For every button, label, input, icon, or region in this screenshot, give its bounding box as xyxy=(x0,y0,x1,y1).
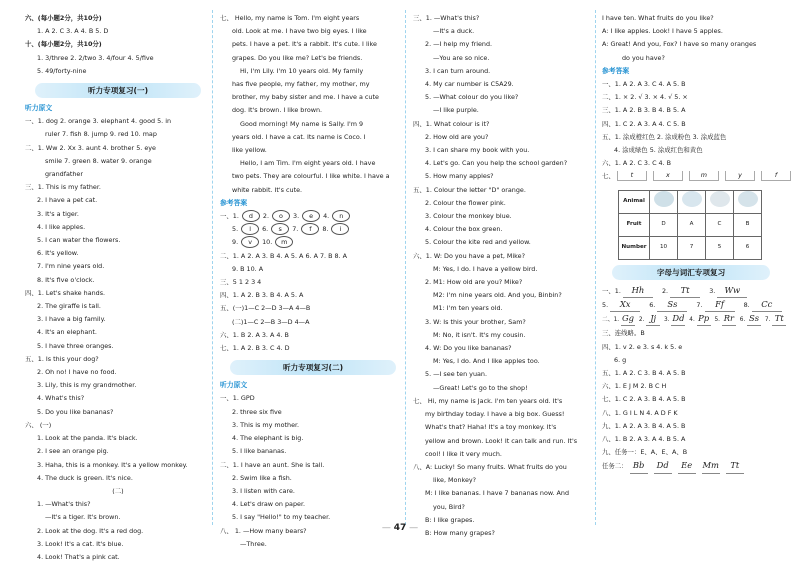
handwritten-letters: Dd xyxy=(671,312,685,326)
handwritten-letters: Jj xyxy=(646,312,660,326)
column-1 xyxy=(25,12,211,564)
handwritten-letters: Gg xyxy=(621,312,635,326)
text-line: 七、1. A 2. B 3. C 4. D xyxy=(220,344,290,353)
text-line: 5. 49/forty-nine xyxy=(37,66,87,75)
text-line: 五、1. Is this your dog? xyxy=(25,354,99,363)
text-line: 5. I like bananas. xyxy=(232,447,287,456)
answer-key-heading: 参考答案 xyxy=(220,198,248,207)
circled-letter: s xyxy=(271,223,289,235)
handwritten-letters: Ss xyxy=(747,312,761,326)
text-line: 七、 Hello, my name is Tom. I'm eight years xyxy=(220,14,360,22)
number-cell: 6 xyxy=(734,236,762,259)
fruit-cell: B xyxy=(734,213,762,236)
handwritten-letters: Mm xyxy=(702,459,720,473)
text-line: 4. Colour the box green. xyxy=(425,225,503,234)
text-line: 四、1. What colour is it? xyxy=(413,119,490,128)
circled-letter: o xyxy=(272,210,290,222)
handwritten-letters: Cc xyxy=(752,298,782,312)
handwritten-letters: Tt xyxy=(670,284,700,298)
text-line: 2. The giraffe is tall. xyxy=(37,302,101,311)
text-line: —Great! Let's go to the shop! xyxy=(433,383,528,392)
fox-picture xyxy=(738,191,758,207)
text-line: 4. The duck is green. It's nice. xyxy=(37,473,133,482)
text-line: 一、1. dog 2. orange 3. elephant 4. good 5. in xyxy=(25,117,172,126)
number-cell: 5 xyxy=(706,236,734,259)
text-line: 2. I see an orange pig. xyxy=(37,447,109,456)
text-line: 1. Look at the panda. It's black. xyxy=(37,434,138,443)
circle-answers-row: 5. l 6. s 7. f 8. i xyxy=(220,223,406,236)
number-cell: 10 xyxy=(650,236,678,259)
text-line: 2. I have a pet cat. xyxy=(37,196,98,205)
text-line: 八、A: Lucky! So many fruits. What fruits do you xyxy=(413,462,567,471)
text-line: I have ten. What fruits do you like? xyxy=(602,14,714,22)
text-line: smile 7. green 8. water 9. orange xyxy=(45,156,152,165)
fruit-cell: A xyxy=(678,213,706,236)
text-line: 3. Lily, this is my grandmother. xyxy=(37,381,137,390)
text-line: 十、(每小题2分，共10分) xyxy=(25,40,102,49)
text-line: What's that? Haha! It's a toy monkey. It's xyxy=(425,423,557,432)
text-line: Hi, I'm Lily. I'm 10 years old. My family xyxy=(240,66,364,75)
circle-answers-row: 一、1. d 2. o 3. e 4. n xyxy=(220,210,406,223)
column-3 xyxy=(413,12,599,540)
row-label: Fruit xyxy=(619,213,650,236)
text-line: brother, my baby sister and me. I have a cute xyxy=(232,93,379,102)
text-line: —It's a duck. xyxy=(433,27,475,36)
text-line: pets. I have a pet. It's a rabbit. It's cute. I like xyxy=(232,40,377,49)
text-line: 5. Do you like bananas? xyxy=(37,407,114,416)
text-line: 六、1. E J M 2. B C H xyxy=(602,382,667,391)
text-line: 四、1. A 2. B 3. B 4. A 5. A xyxy=(220,291,304,300)
circled-letter: d xyxy=(242,210,260,222)
text-line: 九、1. A 2. A 3. B 4. A 5. B xyxy=(602,421,686,430)
text-line: 7. I'm nine years old. xyxy=(37,262,105,271)
text-line: 5. I can water the flowers. xyxy=(37,236,121,245)
text-line: 八、1. B 2. A 3. A 4. B 5. A xyxy=(602,435,686,444)
text-line: 5. —What colour do you like? xyxy=(425,93,519,102)
text-line: B: I like grapes. xyxy=(425,515,475,524)
handwritten-letter: y xyxy=(725,171,755,181)
handwritten-letters: Tt xyxy=(726,459,744,473)
circled-letter: f xyxy=(301,223,319,235)
circled-letter: m xyxy=(275,236,293,248)
text-line: 3. Haha, this is a monkey. It's a yellow monkey. xyxy=(37,460,188,469)
text-line: 6. g xyxy=(614,355,627,364)
text-line: 六、1. A 2. C 3. C 4. B xyxy=(602,159,672,168)
handwritten-letter: m xyxy=(689,171,719,181)
handwritten-letters: Hh xyxy=(623,284,653,298)
text-line: 2. Oh no! I have no food. xyxy=(37,368,117,377)
column-2 xyxy=(220,12,406,551)
text-line: 5. I have three oranges. xyxy=(37,341,114,350)
section-heading: 听力原文 xyxy=(220,381,248,390)
text-line: 4. 涂成绿色 5. 涂成红色和黄色 xyxy=(614,146,703,155)
animal-fruit-table xyxy=(618,190,762,260)
text-line: 六、 (一) xyxy=(25,420,52,429)
text-line: 4. It's an elephant. xyxy=(37,328,97,337)
handwritten-letters: Xx xyxy=(610,298,640,312)
animal-cell xyxy=(678,190,706,213)
text-line: 八、 1. —How many bears? xyxy=(220,526,307,535)
text-line: A: Great! And you, Fox? I have so many oranges xyxy=(602,40,757,49)
text-line: 2. —I help my friend. xyxy=(425,40,493,49)
text-line: 3. I can turn around. xyxy=(425,66,491,75)
text-line: dog. It's brown. I like brown. xyxy=(232,106,323,115)
text-line: 1. 3/three 2. 2/two 3. 4/four 4. 5/five xyxy=(37,53,154,62)
text-line: 3. W: Is this your brother, Sam? xyxy=(425,317,526,326)
text-line: 三、1. This is my father. xyxy=(25,183,101,192)
circled-letter: i xyxy=(331,223,349,235)
text-line: 4. Let's go. Can you help the school garden? xyxy=(425,159,568,168)
text-line: M: I like bananas. I have 7 bananas now. And xyxy=(425,489,570,498)
text-line: 4. I like apples. xyxy=(37,222,86,231)
text-line: 八、1. G I L N 4. A D F K xyxy=(602,408,678,417)
text-line: white rabbit. It's cute. xyxy=(232,185,303,194)
column-4 xyxy=(602,12,784,474)
circled-letter: e xyxy=(302,210,320,222)
text-line: 六、1. W: Do you have a pet, Mike? xyxy=(413,251,525,260)
monkey-picture xyxy=(654,191,674,207)
text-line: —It's a tiger. It's brown. xyxy=(45,513,121,522)
text-line: 3. This is my mother. xyxy=(232,420,300,429)
letters-row: 5. Xx 6. Ss 7. Ff 8. Cc xyxy=(602,298,780,312)
text-line: 1. —What's this? xyxy=(37,500,91,509)
handwritten-letters: Dd xyxy=(654,459,672,473)
text-line: 3. Look! It's a cat. It's blue. xyxy=(37,539,124,548)
text-line: years old. I have a cat. Its name is Coco. I xyxy=(232,132,366,141)
text-line: 二、1. Ww 2. Xx 3. aunt 4. brother 5. eye xyxy=(25,143,156,152)
handwritten-letters: Bb xyxy=(630,459,648,473)
section-banner: 听力专项复习(二) xyxy=(230,360,396,375)
letters-row: 一、1. Hh 2. Tt 3. Ww xyxy=(602,284,780,298)
text-line: 4. Let's draw on paper. xyxy=(232,500,306,509)
text-line: grapes. Do you like me? Let's be friends. xyxy=(232,53,363,62)
text-line: old. Look at me. I have two big eyes. I like xyxy=(232,27,367,36)
text-line: M1: I'm ten years old. xyxy=(433,304,503,313)
bird-picture xyxy=(682,191,702,207)
circled-letter: l xyxy=(241,223,259,235)
text-line: 二、1. × 2. √ 3. × 4. √ 5. × xyxy=(602,93,688,102)
circle-answers-row: 9. v 10. m xyxy=(220,236,406,249)
handwritten-letters: Ww xyxy=(717,284,747,298)
text-line: 2. Colour the flower pink. xyxy=(425,198,506,207)
column-divider xyxy=(212,10,213,525)
animal-cell xyxy=(650,190,678,213)
animal-cell xyxy=(734,190,762,213)
text-line: —You are so nice. xyxy=(433,53,490,62)
text-line: 五、1. Colour the letter "D" orange. xyxy=(413,185,526,194)
text-line: 四、1. v 2. e 3. s 4. k 5. e xyxy=(602,342,683,351)
text-line: 5. I say "Hello!" to my teacher. xyxy=(232,513,331,522)
text-line: 2. M1: How old are you? Mike? xyxy=(425,278,523,287)
page-number: — 47 — xyxy=(381,523,419,533)
handwritten-answers-row: 七、 t x m y f xyxy=(602,170,780,183)
text-line: 2. Swim like a fish. xyxy=(232,473,292,482)
text-line: 一、1. A 2. A 3. C 4. A 5. B xyxy=(602,80,686,89)
fruit-cell: C xyxy=(706,213,734,236)
text-line: 9. B 10. A xyxy=(232,264,264,273)
text-line: 三、5 1 2 3 4 xyxy=(220,278,262,287)
text-line: cool! I like it very much. xyxy=(425,449,502,458)
handwritten-letter: f xyxy=(761,171,791,181)
text-line: (二)1—C 2—B 3—D 4—A xyxy=(232,317,310,326)
text-line: 8. It's five o'clock. xyxy=(37,275,95,284)
section-banner: 听力专项复习(一) xyxy=(35,83,201,98)
text-line: 四、1. C 2. A 3. A 4. C 5. B xyxy=(602,119,686,128)
circled-letter: v xyxy=(241,236,259,248)
text-line: my birthday today. I have a big box. Guess! xyxy=(425,410,565,419)
text-line: 六、(每小题2分，共10分) xyxy=(25,14,102,22)
handwritten-letters: Ee xyxy=(678,459,696,473)
handwritten-letter: x xyxy=(653,171,683,181)
circled-letter: n xyxy=(332,210,350,222)
text-line: grandfather xyxy=(45,170,83,179)
text-line: 4. The elephant is big. xyxy=(232,434,304,443)
text-line: 3. I can share my book with you. xyxy=(425,146,530,155)
text-line: 一、1. GPD xyxy=(220,394,255,403)
text-line: do you have? xyxy=(622,53,665,62)
handwritten-letters: Ss xyxy=(657,298,687,312)
animal-cell xyxy=(706,190,734,213)
text-line: ruler 7. fish 8. jump 9. red 10. map xyxy=(45,130,157,139)
text-line: —I like purple. xyxy=(433,106,479,115)
text-line: Good morning! My name is Sally. I'm 9 xyxy=(240,119,364,128)
number-cell: 7 xyxy=(678,236,706,259)
text-line: 3. I have a big family. xyxy=(37,315,106,324)
text-line: A: I like apples. Look! I have 5 apples. xyxy=(602,27,723,36)
text-line: 3. It's a tiger. xyxy=(37,209,79,218)
text-line: 4. Look! That's a pink cat. xyxy=(37,552,120,561)
text-line: B: How many grapes? xyxy=(425,528,495,537)
text-line: 5. How many apples? xyxy=(425,172,494,181)
bear-picture xyxy=(710,191,730,207)
text-line: 3. Colour the monkey blue. xyxy=(425,212,512,221)
text-line: 五、1. 涂成橙红色 2. 涂成粉色 3. 涂成蓝色 xyxy=(602,132,727,141)
text-line: 5. Colour the kite red and yellow. xyxy=(425,238,531,247)
text-line: yellow and brown. Look! It can talk and run. It's xyxy=(425,436,578,445)
text-line: 二、1. I have an aunt. She is tall. xyxy=(220,460,325,469)
text-line: M: Yes, I do. And I like apples too. xyxy=(433,357,540,366)
text-line: M2: I'm nine years old. And you, Binbin? xyxy=(433,291,562,300)
text-line: 五、(一)1—C 2—D 3—A 4—B xyxy=(220,304,311,313)
handwritten-letter: t xyxy=(617,171,647,181)
text-line: —Three. xyxy=(240,539,267,548)
handwritten-letters: Pp xyxy=(697,312,711,326)
text-line: two pets. They are colourful. I like white. I have a xyxy=(232,172,390,181)
text-line: 2. Look at the dog. It's a red dog. xyxy=(37,526,144,535)
text-line: M: Yes, I do. I have a yellow bird. xyxy=(433,264,538,273)
text-line: 6. It's yellow. xyxy=(37,249,79,258)
text-line: 3. I listen with care. xyxy=(232,486,295,495)
text-line: 五、1. A 2. C 3. B 4. A 5. B xyxy=(602,369,686,378)
handwritten-letters: Tt xyxy=(772,312,786,326)
text-line: like yellow. xyxy=(232,146,267,155)
text-line: 四、1. Let's shake hands. xyxy=(25,288,106,297)
row-label: Animal xyxy=(619,190,650,213)
row-label: Number xyxy=(619,236,650,259)
text-line: 4. My car number is C5A29. xyxy=(425,80,514,89)
text-line: 1. A 2. C 3. A 4. B 5. D xyxy=(37,27,109,36)
section-banner: 字母与词汇专项复习 xyxy=(612,265,770,280)
text-line: 六、1. B 2. A 3. A 4. B xyxy=(220,330,289,339)
text-line: 三、连线略。B xyxy=(602,329,645,338)
text-line: (二) xyxy=(112,486,124,495)
text-line: 九、任务一：E、A、E、A、B xyxy=(602,448,688,457)
text-line: Hello, I am Tim. I'm eight years old. I have xyxy=(240,159,376,168)
text-line: 七、 Hi, my name is Jack. I'm ten years old. It's xyxy=(413,396,563,405)
text-line: you, Bird? xyxy=(433,502,465,511)
text-line: 2. three six five xyxy=(232,407,282,416)
text-line: has five people, my father, my mother, my xyxy=(232,80,370,89)
text-line: 三、1. A 2. B 3. B 4. B 5. A xyxy=(602,106,686,115)
handwritten-letters: Rr xyxy=(722,312,736,326)
text-line: 4. W: Do you like bananas? xyxy=(425,344,512,353)
text-line: 七、1. C 2. A 3. B 4. A 5. B xyxy=(602,395,686,404)
letters-row: 二、1. Gg 2. Jj 3. Dd 4. Pp 5. Rr 6. Ss 7. Tt xyxy=(602,312,780,327)
answer-key-heading: 参考答案 xyxy=(602,66,630,75)
text-line: 2. How old are you? xyxy=(425,132,489,141)
text-line: M: No, it isn't. It's my cousin. xyxy=(433,330,526,339)
text-line: 5. —I see ten yuan. xyxy=(425,370,488,379)
text-line: 4. What's this? xyxy=(37,394,85,403)
text-line: 二、1. A 2. A 3. B 4. A 5. A 6. A 7. B 8. A xyxy=(220,251,348,260)
task-two-row: 任务二： Bb Dd Ee Mm Tt xyxy=(602,459,780,473)
section-heading: 听力原文 xyxy=(25,104,53,113)
fruit-cell: D xyxy=(650,213,678,236)
handwritten-letters: Ff xyxy=(705,298,735,312)
text-line: like, Monkey? xyxy=(433,476,477,485)
text-line: 三、1. —What's this? xyxy=(413,14,480,22)
